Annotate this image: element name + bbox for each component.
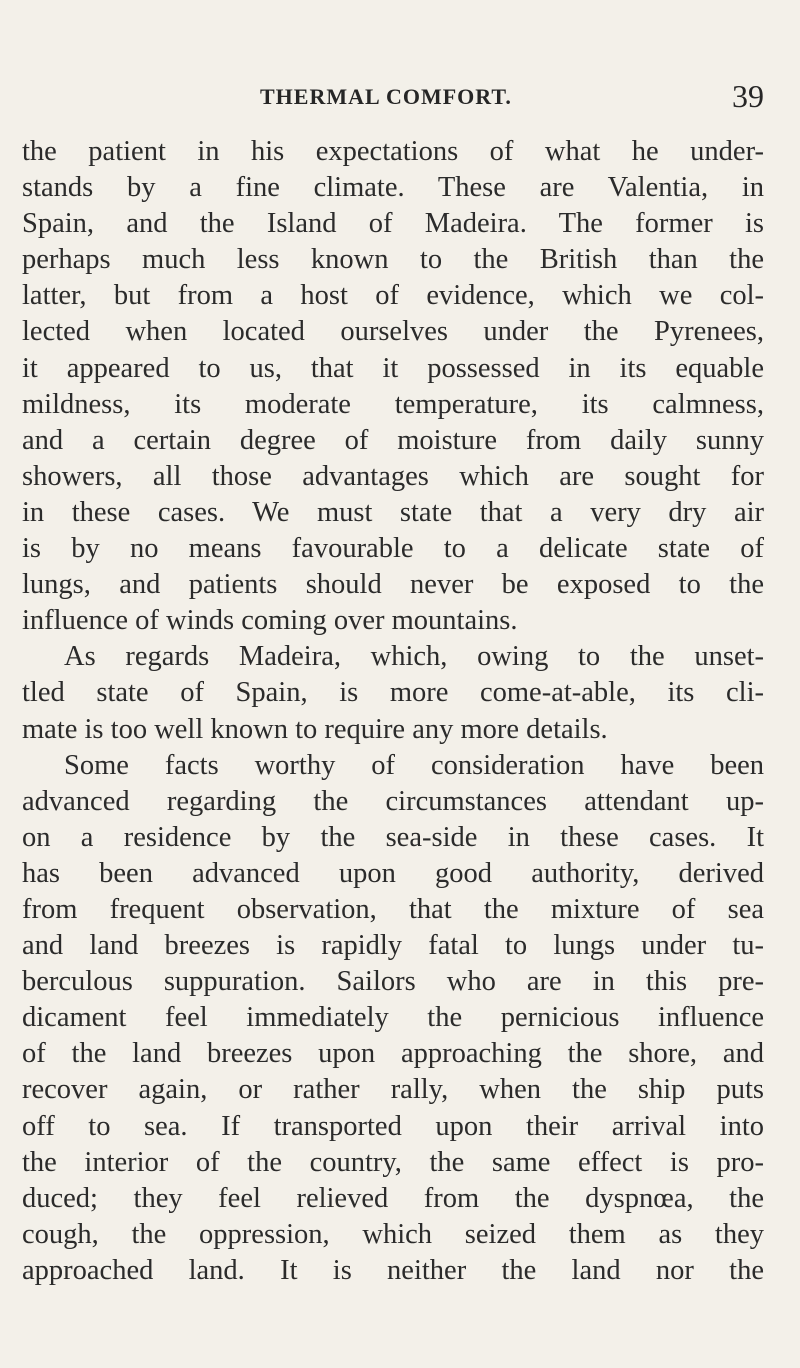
text-line: Some facts worthy of consideration have been	[64, 749, 764, 781]
text-line: has been advanced upon good authority, derived	[22, 857, 764, 889]
text-line: the patient in his expectations of what he under-	[22, 136, 764, 167]
text-line: Spain, and the Island of Madeira. The former is	[22, 208, 764, 240]
page-header	[22, 78, 764, 114]
text-line: dicament feel immediately the pernicious influence	[22, 1002, 764, 1034]
text-line: on a residence by the sea-side in these cases. It	[22, 821, 764, 853]
running-head: THERMAL COMFORT.	[260, 84, 512, 109]
text-line: berculous suppuration. Sailors who are in this pre-	[22, 966, 764, 998]
text-line: showers, all those advantages which are sought for	[22, 460, 764, 492]
text-line: in these cases. We must state that a very dry air	[22, 496, 764, 528]
text-line: recover again, or rather rally, when the ship puts	[22, 1074, 764, 1106]
text-line: and a certain degree of moisture from daily sunny	[22, 424, 764, 456]
text-line: latter, but from a host of evidence, which we col-	[22, 280, 764, 312]
text-line: advanced regarding the circumstances attendant up-	[22, 785, 764, 817]
text-line: and land breezes is rapidly fatal to lungs under tu-	[22, 930, 764, 962]
page-number: 39	[732, 78, 764, 114]
text-line: lungs, and patients should never be exposed to the	[22, 569, 764, 601]
text-line: lected when located ourselves under the Pyrenees,	[22, 316, 764, 348]
text-line: duced; they feel relieved from the dyspnœa, the	[22, 1182, 764, 1214]
text-line: As regards Madeira, which, owing to the unset-	[64, 641, 764, 673]
text-line: approached land. It is neither the land nor the	[22, 1254, 764, 1286]
text-line: of the land breezes upon approaching the shore, and	[22, 1038, 764, 1070]
text-line: influence of winds coming over mountains.	[22, 605, 518, 637]
text-line: cough, the oppression, which seized them as they	[22, 1218, 764, 1250]
text-line: mildness, its moderate temperature, its calmness,	[22, 388, 764, 420]
text-line: off to sea. If transported upon their arrival into	[22, 1110, 764, 1142]
text-line: it appeared to us, that it possessed in its equable	[22, 352, 764, 384]
text-line: tled state of Spain, is more come-at-able, its cli-	[22, 677, 764, 709]
text-line: is by no means favourable to a delicate state of	[22, 533, 764, 565]
body-text	[22, 134, 764, 1289]
text-line: from frequent observation, that the mixture of sea	[22, 893, 764, 925]
text-line: the interior of the country, the same effect is pro-	[22, 1146, 764, 1178]
text-line: mate is too well known to require any more details.	[22, 713, 608, 745]
text-line: perhaps much less known to the British than the	[22, 244, 764, 276]
text-line: stands by a fine climate. These are Valentia, in	[22, 172, 764, 204]
